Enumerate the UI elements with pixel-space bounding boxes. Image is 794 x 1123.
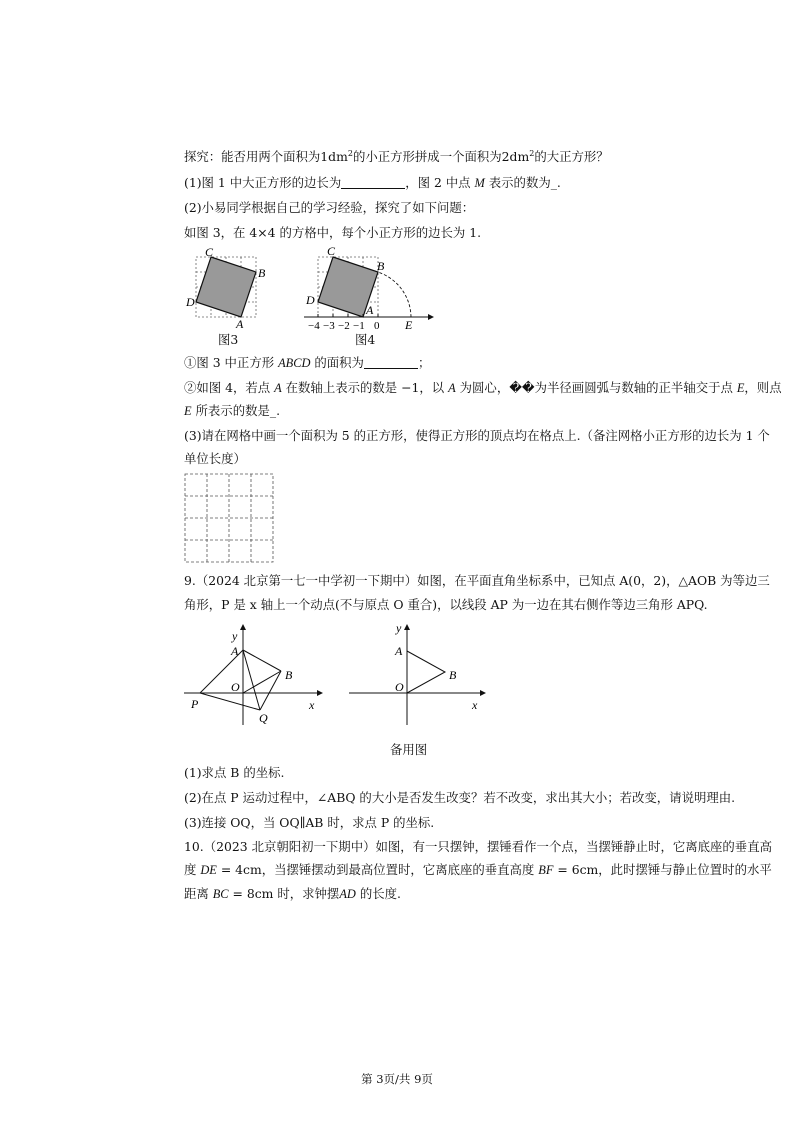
figure-9-main xyxy=(180,617,328,727)
explore-line: 探究：能否用两个面积为$1dm^2$的小正方形拼成一个面积为$2dm^2$的大正方形？ xyxy=(184,149,609,164)
y-axis-arrow xyxy=(404,624,410,630)
question-1: (1)图 1 中大正方形的边长为 ，图 2 中点 M 表示的数为_. xyxy=(184,175,561,190)
x-axis-arrow xyxy=(317,690,323,696)
question-3-line-2: 单位长度） xyxy=(184,451,246,466)
sub-question-2: ②如图 4，若点 A 在数轴上表示的数是 −1，以 A 为圆心，��为半径画圆弧与数轴的正半轴交于点 E，则点 xyxy=(184,380,782,395)
problem-10-line-1: 10.（2023 北京朝阳初一下期中）如图，有一只摆钟，摆锤看作一个点，当摆锤静止时，它离底座的垂直高 xyxy=(184,839,772,854)
label-o: O xyxy=(231,680,240,694)
figure-4-caption: 图4 xyxy=(355,332,376,347)
label-q: Q xyxy=(259,711,268,725)
label-a: A xyxy=(231,644,239,658)
label-b: B xyxy=(449,668,457,682)
problem-9-question-2: (2)在点 P 运动过程中，∠ABQ 的大小是否发生改变？若不改变，求出其大小；若改变，请说明理由. xyxy=(184,790,736,805)
number-line-arrow xyxy=(428,314,434,320)
label-b: B xyxy=(285,668,293,682)
question-3-line-1: (3)请在网格中画一个面积为 5 的正方形，使得正方形的顶点均在格点上.（备注网格小正方形的边长为 1 个 xyxy=(184,428,770,443)
figure-9-backup xyxy=(345,617,490,727)
axis-label-x: x xyxy=(472,698,478,712)
question-2-intro: (2)小易同学根据自己的学习经验，探究了如下问题： xyxy=(184,200,475,215)
problem-9-question-3: (3)连接 OQ，当 OQ∥AB 时，求点 P 的坐标. xyxy=(184,815,435,830)
backup-figure-caption: 备用图 xyxy=(390,742,428,757)
y-axis-arrow xyxy=(240,624,246,630)
page-footer: 第 3页/共 9页 xyxy=(361,1072,433,1086)
tick-label: −2 xyxy=(338,320,350,332)
axis-label-y: y xyxy=(396,621,402,635)
label-b: B xyxy=(258,266,266,280)
axis-label-x: x xyxy=(309,698,315,712)
square-abcd xyxy=(196,257,256,317)
figure-3-caption: 图3 xyxy=(218,332,239,347)
triangle-aob xyxy=(407,651,445,693)
problem-10-line-3: 距离 BC = 8cm 时，求钟摆AD 的长度. xyxy=(184,886,401,901)
label-a: A xyxy=(236,317,244,331)
axis-label-y: y xyxy=(232,629,238,643)
answer-blank xyxy=(341,176,405,189)
problem-10-line-2: 度 DE = 4cm，当摆锤摆动到最高位置时，它离底座的垂直高度 BF = 6cm，此时摆锤与静止位置时的水平 xyxy=(184,862,772,877)
label-c: C xyxy=(327,244,336,258)
tick-label: −4 xyxy=(308,320,320,332)
label-d: D xyxy=(186,295,195,309)
problem-9-question-1: (1)求点 B 的坐标. xyxy=(184,765,285,780)
label-p: P xyxy=(191,697,199,711)
figure-4 xyxy=(300,243,435,331)
label-c: C xyxy=(205,245,214,259)
label-e: E xyxy=(405,318,413,332)
x-axis-arrow xyxy=(480,690,486,696)
label-a: A xyxy=(395,644,403,658)
figure-3-description: 如图 3，在 4×4 的方格中，每个小正方形的边长为 1. xyxy=(184,225,482,240)
answer-blank xyxy=(364,356,418,369)
sub-question-2-line-2: E 所表示的数是_. xyxy=(184,403,281,418)
label-d: D xyxy=(306,293,315,307)
problem-9-line-2: 角形，P 是 x 轴上一个动点(不与原点 O 重合)，以线段 AP 为一边在其右侧作等边三角形 APQ. xyxy=(184,597,708,612)
label-o: O xyxy=(395,680,404,694)
sub-question-1: ①图 3 中正方形 ABCD 的面积为 ； xyxy=(184,355,431,370)
problem-9-line-1: 9.（2024 北京第一七一中学初一下期中）如图，在平面直角坐标系中，已知点 A(0，2)，△AOB 为等边三 xyxy=(184,573,770,588)
tick-label: −3 xyxy=(323,320,335,332)
figure-3 xyxy=(186,245,270,343)
label-a: A xyxy=(366,303,374,317)
tick-label: 0 xyxy=(374,320,380,332)
blank-grid xyxy=(183,472,275,564)
label-b: B xyxy=(377,259,385,273)
tick-label: −1 xyxy=(353,320,365,332)
